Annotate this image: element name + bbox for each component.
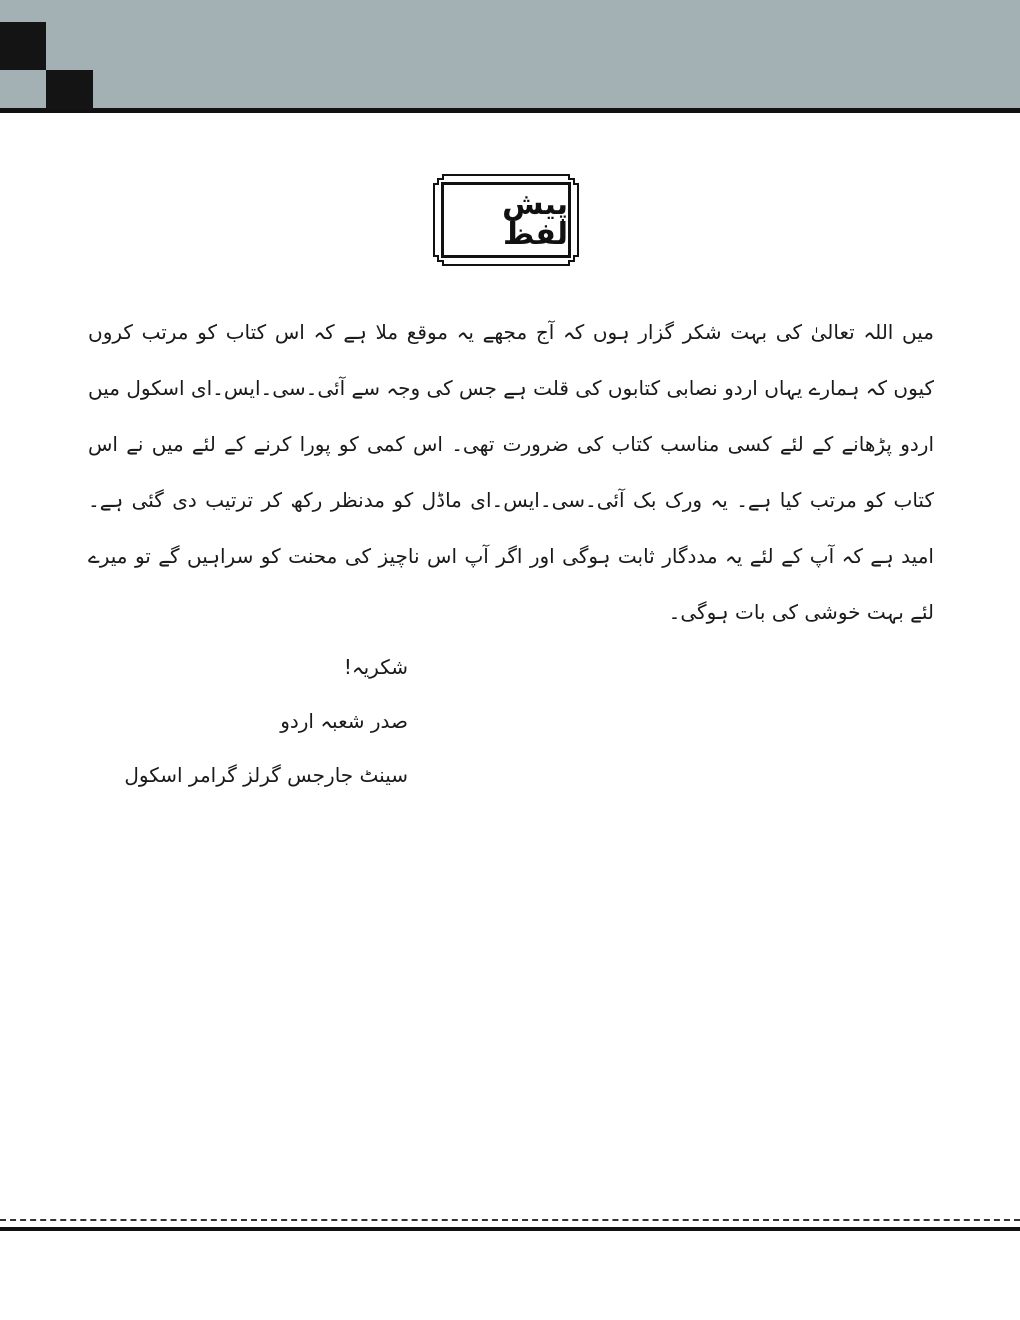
- signoff-thanks: شکریہ!: [343, 655, 408, 679]
- header-square-2: [46, 70, 93, 110]
- title-frame: [433, 174, 579, 266]
- footer-dashed-rule: [0, 1219, 1020, 1221]
- page-title: پیش لفظ: [502, 187, 568, 252]
- signoff-block: [88, 640, 408, 802]
- title-inner-box: [441, 182, 571, 258]
- foreword-paragraph: میں اللہ تعالیٰ کی بہت شکر گزار ہوں کہ آج مجھے یہ موقع ملا ہے کہ اس کتاب کو مرتب کروں کیوں کہ ہمارے یہاں اردو نصابی کتابوں کی قلت ہے جس کی وجہ سے آئی۔سی۔ایس۔ای اسکول میں اردو پڑھانے کے لئے کسی مناسب کتاب کی ضرورت تھی۔ اس کمی کو پورا کرنے کے لئے میں نے اس کتاب کو مرتب کیا ہے۔ یہ ورک بک آئی۔سی۔ایس۔ای ماڈل کو مدنظر رکھ کر ترتیب دی گئی ہے۔ امید ہے کہ آپ کے لئے یہ مددگار ثابت ہوگی اور اگر آپ اس ناچیز کی محنت کو سراہیں گے تو میرے لئے بہت خوشی کی بات ہوگی۔: [88, 320, 934, 624]
- signoff-position: صدر شعبہ اردو: [280, 709, 408, 733]
- header-fill: [0, 0, 1020, 108]
- signoff-school: سینٹ جارجس گرلز گرامر اسکول: [124, 763, 408, 787]
- footer-rule: [0, 1227, 1020, 1231]
- header-band: [0, 0, 1020, 112]
- header-rule: [0, 108, 1020, 113]
- header-square-1: [0, 22, 46, 70]
